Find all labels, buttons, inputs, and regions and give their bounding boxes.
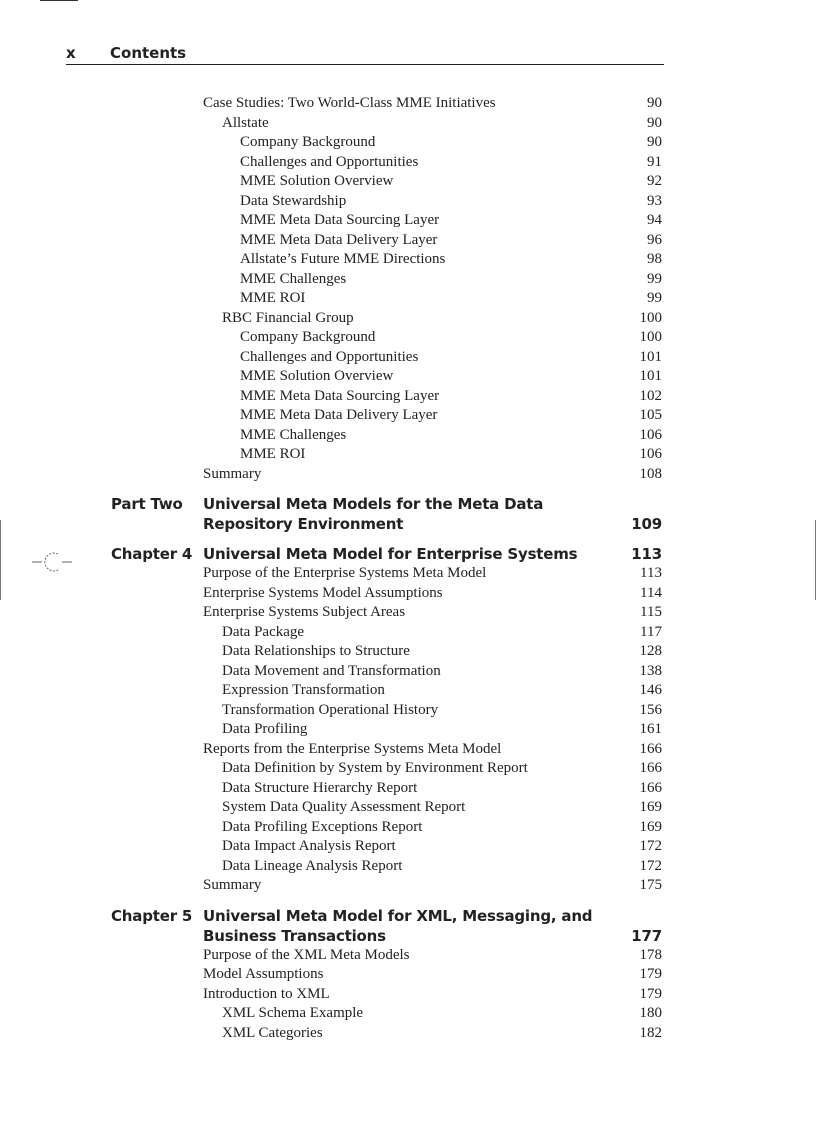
toc-entry[interactable]: [0, 965, 816, 985]
toc-entry-page: 182: [639, 1024, 662, 1041]
toc-entry-page: 92: [647, 173, 662, 189]
toc-entry[interactable]: [0, 250, 816, 270]
toc-entry-title: MME Meta Data Sourcing Layer: [240, 212, 440, 228]
toc-entry-title: Enterprise Systems Subject Areas: [203, 604, 406, 620]
section-heading-row[interactable]: [0, 494, 816, 514]
toc-entry-title: Data Stewardship: [240, 192, 347, 209]
toc-entry[interactable]: [0, 818, 816, 838]
toc-entry-page: 175: [639, 877, 662, 893]
section-heading-text: Business Transactions: [203, 926, 386, 945]
toc-entry-page: 180: [639, 1005, 662, 1021]
toc-entry-title: XML Schema Example: [222, 1005, 364, 1021]
toc-entry-title: Model Assumptions: [203, 966, 324, 982]
toc-entry-title: Data Lineage Analysis Report: [222, 857, 403, 874]
toc-entry-page: 90: [647, 95, 662, 111]
toc-entry-title: Expression Transformation: [222, 682, 385, 698]
toc-entry-page: 90: [647, 114, 662, 131]
toc-entry-title: Data Relationships to Structure: [222, 643, 410, 659]
toc-entry[interactable]: [0, 406, 816, 426]
toc-entry-title: Data Package: [222, 623, 305, 640]
toc-entry[interactable]: [0, 133, 816, 153]
toc-entry[interactable]: [0, 465, 816, 485]
toc-entry[interactable]: [0, 779, 816, 799]
section-heading-page: 177: [631, 926, 662, 945]
section-heading-text: Universal Meta Model for Enterprise Systems: [203, 545, 578, 563]
section-heading-text: Universal Meta Models for the Meta Data: [203, 495, 544, 513]
toc-entry-title: MME Meta Data Delivery Layer: [240, 231, 438, 248]
toc-entry-title: Transformation Operational History: [222, 701, 439, 718]
toc-entry-title: Summary: [203, 465, 262, 482]
toc-entry-page: 99: [647, 290, 662, 306]
toc-entry[interactable]: [0, 328, 816, 348]
toc-entry-title: Purpose of the Enterprise Systems Meta Model: [203, 565, 487, 581]
toc-entry[interactable]: [0, 681, 816, 701]
toc-entry-title: Data Structure Hierarchy Report: [222, 779, 418, 796]
toc-entry[interactable]: [0, 720, 816, 740]
toc-entry-page: 101: [639, 348, 662, 365]
toc-entry-title: Data Profiling Exceptions Report: [222, 818, 423, 835]
section-heading-text: Universal Meta Model for XML, Messaging, and: [203, 906, 593, 925]
toc-entry[interactable]: [0, 701, 816, 721]
toc-entry-page: 179: [639, 985, 662, 1002]
toc-entry[interactable]: [0, 623, 816, 643]
toc-entry-title: Enterprise Systems Model Assumptions: [203, 584, 443, 601]
toc-entry-page: 106: [639, 426, 662, 443]
toc-entry-page: 146: [639, 682, 662, 698]
toc-entry-page: 115: [640, 604, 662, 620]
toc-entry-page: 98: [647, 251, 662, 267]
toc-entry-title: Data Profiling: [222, 721, 308, 737]
toc-entry-page: 117: [640, 623, 662, 640]
toc-entry-title: MME Meta Data Sourcing Layer: [240, 387, 440, 404]
toc-entry-page: 96: [647, 231, 662, 248]
toc-entry[interactable]: [0, 798, 816, 818]
toc-entry-page: 93: [647, 192, 662, 209]
toc-entry[interactable]: [0, 172, 816, 192]
toc-entry-page: 172: [639, 857, 662, 874]
toc-entry[interactable]: [0, 837, 816, 857]
toc-entry-title: MME Solution Overview: [240, 368, 394, 384]
toc-entry-page: 172: [639, 838, 662, 854]
toc-entry-title: Allstate’s Future MME Directions: [240, 251, 446, 267]
toc-entry[interactable]: [0, 584, 816, 604]
toc-entry-title: MME ROI: [240, 290, 306, 306]
page-number: x: [66, 44, 76, 62]
toc-entry-title: XML Categories: [222, 1024, 323, 1041]
toc-entry[interactable]: [0, 367, 816, 387]
toc-entry-page: 166: [639, 779, 662, 796]
toc-entry[interactable]: [0, 1024, 816, 1044]
toc-entry-page: 113: [640, 565, 662, 581]
toc-entry[interactable]: [0, 426, 816, 446]
toc-entry-title: MME Solution Overview: [240, 173, 394, 189]
toc-entry-title: Reports from the Enterprise Systems Meta Model: [203, 740, 502, 757]
toc-entry-page: 161: [639, 721, 662, 737]
toc-entry[interactable]: [0, 231, 816, 251]
toc-entry[interactable]: [0, 289, 816, 309]
toc-entry-title: RBC Financial Group: [222, 309, 354, 326]
toc-entry[interactable]: [0, 857, 816, 877]
toc-entry-title: Data Definition by System by Environment Report: [222, 760, 528, 776]
toc-entry-page: 101: [639, 368, 662, 384]
toc-entry[interactable]: [0, 946, 816, 966]
toc-entry-page: 100: [639, 309, 662, 326]
toc-entry-title: Company Background: [240, 329, 376, 345]
toc-entry[interactable]: [0, 94, 816, 114]
toc-entry-page: 99: [647, 270, 662, 287]
toc-entry-page: 108: [639, 465, 662, 482]
toc-entry[interactable]: [0, 985, 816, 1005]
page-header: [66, 44, 664, 65]
toc-entry[interactable]: [0, 603, 816, 623]
toc-entry[interactable]: [0, 211, 816, 231]
toc-entry-title: Data Impact Analysis Report: [222, 838, 396, 854]
toc-entry[interactable]: [0, 564, 816, 584]
toc-entry-title: System Data Quality Assessment Report: [222, 799, 466, 815]
toc-entry-title: MME Challenges: [240, 426, 347, 443]
toc-entry-title: MME Meta Data Delivery Layer: [240, 407, 438, 423]
toc-entry[interactable]: [0, 662, 816, 682]
toc-entry-page: 156: [639, 701, 662, 718]
toc-entry-page: 106: [639, 446, 662, 462]
toc-entry-page: 90: [647, 134, 662, 150]
toc-entry[interactable]: [0, 309, 816, 329]
toc-entry-page: 94: [647, 212, 662, 228]
toc-entry-title: Company Background: [240, 134, 376, 150]
toc-entry-title: Case Studies: Two World-Class MME Initiatives: [203, 95, 496, 111]
toc-entry-page: 91: [647, 153, 662, 170]
toc-entry-page: 169: [639, 799, 662, 815]
section-spacer: [0, 896, 816, 906]
toc-entry[interactable]: [0, 387, 816, 407]
toc-entry[interactable]: [0, 642, 816, 662]
toc-entry-title: Challenges and Opportunities: [240, 153, 419, 170]
toc-entry-page: 128: [639, 643, 662, 659]
toc-entry-page: 166: [639, 740, 662, 757]
toc-entry-title: MME Challenges: [240, 270, 347, 287]
toc-entry[interactable]: [0, 759, 816, 779]
toc-entry[interactable]: [0, 192, 816, 212]
table-of-contents: [0, 94, 816, 1043]
toc-entry-page: 178: [639, 946, 662, 963]
toc-entry-page: 138: [639, 662, 662, 679]
toc-entry-title: Allstate: [222, 114, 269, 131]
toc-entry-page: 169: [639, 818, 662, 835]
toc-entry[interactable]: [0, 153, 816, 173]
section-heading-row[interactable]: [0, 926, 816, 946]
section-label: Chapter 4: [111, 545, 193, 563]
section-heading-row[interactable]: [0, 544, 816, 564]
section-label: Chapter 5: [111, 906, 193, 925]
section-heading-page: 109: [631, 515, 662, 533]
toc-entry-page: 105: [639, 407, 662, 423]
section-heading-row[interactable]: [0, 514, 816, 534]
toc-entry[interactable]: [0, 876, 816, 896]
toc-entry[interactable]: [0, 1004, 816, 1024]
toc-entry-title: Challenges and Opportunities: [240, 348, 419, 365]
toc-entry-page: 179: [639, 966, 662, 982]
section-spacer: [0, 534, 816, 544]
toc-entry-title: Summary: [203, 877, 262, 893]
section-label: Part Two: [111, 495, 183, 513]
toc-entry[interactable]: [0, 348, 816, 368]
section-spacer: [0, 484, 816, 494]
page-title: Contents: [110, 44, 187, 62]
toc-entry[interactable]: [0, 740, 816, 760]
toc-entry-title: MME ROI: [240, 446, 306, 462]
section-heading-row[interactable]: [0, 906, 816, 926]
toc-entry[interactable]: [0, 114, 816, 134]
toc-entry-title: Introduction to XML: [203, 985, 330, 1002]
toc-entry-page: 114: [640, 584, 662, 601]
toc-entry-title: Data Movement and Transformation: [222, 662, 441, 679]
toc-entry[interactable]: [0, 270, 816, 290]
toc-entry-page: 102: [639, 387, 662, 404]
toc-entry[interactable]: [0, 445, 816, 465]
crop-mark-top: [40, 0, 78, 1]
section-heading-page: 113: [631, 545, 662, 563]
section-heading-text: Repository Environment: [203, 515, 404, 533]
toc-entry-page: 100: [639, 329, 662, 345]
toc-entry-title: Purpose of the XML Meta Models: [203, 946, 410, 963]
toc-entry-page: 166: [639, 760, 662, 776]
